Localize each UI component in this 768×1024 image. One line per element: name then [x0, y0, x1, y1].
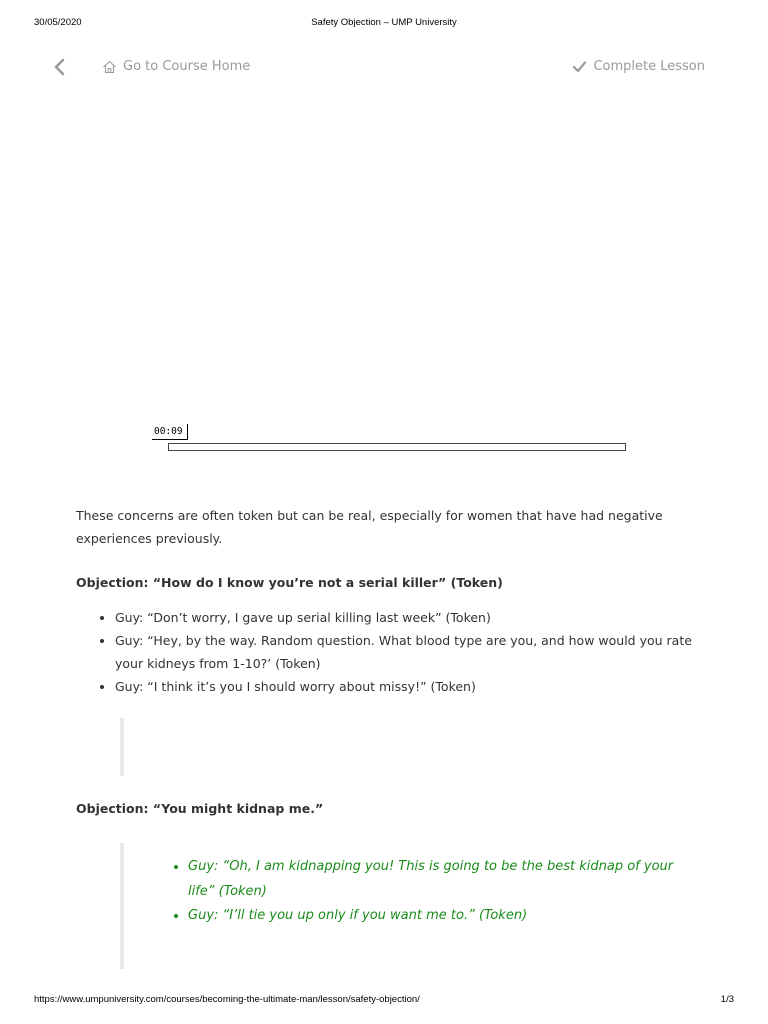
- current-time-tooltip: 00:09: [152, 424, 188, 440]
- chevron-left-icon: [50, 56, 70, 78]
- course-home-label: Go to Course Home: [123, 59, 251, 74]
- print-date: 30/05/2020: [34, 17, 82, 28]
- home-icon: [102, 60, 117, 74]
- print-page-title: Safety Objection – UMP University: [311, 17, 457, 28]
- video-timeline: [152, 424, 632, 456]
- list-item: • Guy: “Don’t worry, I gave up serial killing last week” (Token): [115, 606, 696, 629]
- list-item: • Guy: “I think it’s you I should worry about missy!” (Token): [115, 675, 696, 698]
- print-header: [34, 17, 734, 31]
- page-number: 1/3: [720, 994, 734, 1005]
- complete-lesson-label: Complete Lesson: [593, 59, 705, 74]
- response-list: [76, 606, 696, 698]
- complete-lesson-button[interactable]: [572, 59, 705, 74]
- objection-heading: Objection: “You might kidnap me.”: [76, 801, 324, 816]
- empty-blockquote: [120, 718, 696, 776]
- green-blockquote: [120, 843, 696, 969]
- lesson-nav-bar: [0, 52, 768, 82]
- print-footer: [34, 994, 734, 1008]
- list-item: • Guy: “Hey, by the way. Random question. What blood type are you, and how would you rate your kidneys from 1-10?’ (Token): [115, 629, 696, 675]
- video-progress-bar[interactable]: [168, 443, 626, 451]
- go-to-course-home-link[interactable]: [102, 59, 250, 74]
- objection-heading: Objection: “How do I know you’re not a serial killer” (Token): [76, 575, 503, 590]
- back-button[interactable]: [50, 56, 70, 78]
- lesson-content: [76, 504, 696, 969]
- checkmark-icon: [572, 60, 587, 73]
- list-item: • Guy: “Oh, I am kidnapping you! This is going to be the best kidnap of your life” (Token): [188, 855, 696, 904]
- list-item: • Guy: “I’ll tie you up only if you want me to.” (Token): [188, 904, 696, 929]
- response-list: [168, 855, 696, 929]
- print-url: https://www.umpuniversity.com/courses/becoming-the-ultimate-man/lesson/safety-objection/: [34, 994, 420, 1005]
- intro-paragraph: These concerns are often token but can be real, especially for women that have had negative experiences previously.: [76, 508, 663, 546]
